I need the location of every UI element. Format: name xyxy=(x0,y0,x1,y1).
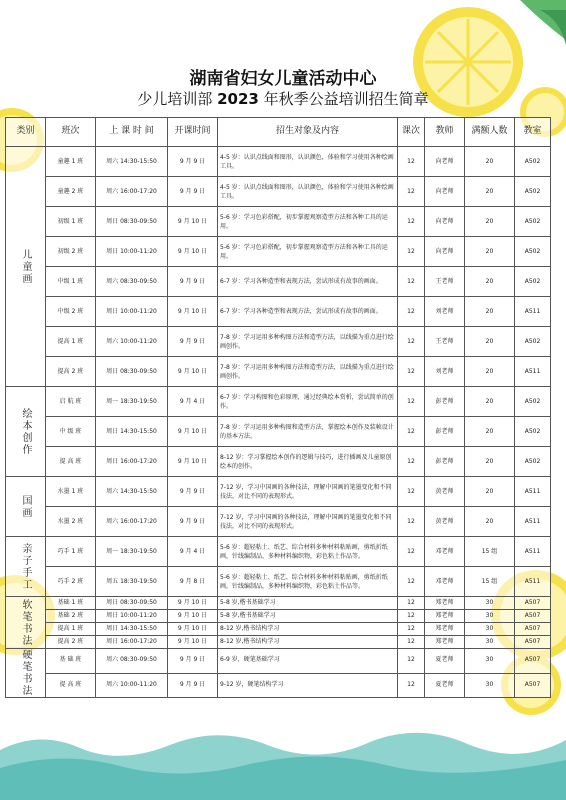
category-cell: 国画 xyxy=(6,477,46,537)
description-cell: 6-9 岁，硬笔基础学习 xyxy=(218,649,398,674)
table-row xyxy=(6,417,551,447)
room-cell: A511 xyxy=(515,297,551,327)
column-header: 开课时间 xyxy=(168,118,218,147)
teacher-cell: 邓老师 xyxy=(425,537,465,567)
teacher-cell: 向老师 xyxy=(425,207,465,237)
room-cell: A511 xyxy=(515,477,551,507)
time-cell: 周六 10:00-11:20 xyxy=(96,673,168,698)
column-header: 类别 xyxy=(6,118,46,147)
teacher-cell: 郑老师 xyxy=(425,623,465,636)
teacher-cell: 彭老师 xyxy=(425,417,465,447)
room-cell: A502 xyxy=(515,207,551,237)
capacity-cell: 20 xyxy=(465,297,515,327)
class-cell: 水墨 1 班 xyxy=(46,477,96,507)
description-cell: 8-12 岁：学习掌握绘本创作的逻辑与技巧，进行插画及儿童原创绘本的创作。 xyxy=(218,447,398,477)
table-row xyxy=(6,147,551,177)
table-row xyxy=(6,537,551,567)
session-count-cell: 12 xyxy=(398,507,425,537)
description-cell: 7-12 岁，学习中国画的各种技法，理解中国画的笔墨变化和不同技法，对比不同的表现形式。 xyxy=(218,477,398,507)
capacity-cell: 20 xyxy=(465,447,515,477)
time-cell: 周日 14:30-15:50 xyxy=(96,623,168,636)
capacity-cell: 20 xyxy=(465,177,515,207)
capacity-cell: 30 xyxy=(465,597,515,610)
capacity-cell: 20 xyxy=(465,207,515,237)
time-cell: 周日 08:30-09:50 xyxy=(96,357,168,387)
schedule-table xyxy=(5,117,551,698)
capacity-cell: 30 xyxy=(465,636,515,649)
class-cell: 提高 2 班 xyxy=(46,636,96,649)
time-cell: 周六 14:30-15:50 xyxy=(96,147,168,177)
class-cell: 基 础 班 xyxy=(46,649,96,674)
class-cell: 中级 1 班 xyxy=(46,267,96,297)
class-cell: 童趣 2 班 xyxy=(46,177,96,207)
capacity-cell: 20 xyxy=(465,477,515,507)
category-cell: 绘本创作 xyxy=(6,387,46,477)
teacher-cell: 邓老师 xyxy=(425,567,465,597)
teacher-cell: 刘老师 xyxy=(425,357,465,387)
time-cell: 周五 18:30-19:50 xyxy=(96,567,168,597)
start-date-cell: 9 月 9 日 xyxy=(168,177,218,207)
teacher-cell: 王老师 xyxy=(425,327,465,357)
description-cell: 7-12 岁，学习中国画的各种技法，理解中国画的笔墨变化和不同技法，对比不同的表现形式。 xyxy=(218,507,398,537)
class-cell: 中级 2 班 xyxy=(46,297,96,327)
session-count-cell: 12 xyxy=(398,537,425,567)
session-count-cell: 12 xyxy=(398,237,425,267)
room-cell: A507 xyxy=(515,597,551,610)
capacity-cell: 20 xyxy=(465,327,515,357)
table-row xyxy=(6,327,551,357)
capacity-cell: 20 xyxy=(465,237,515,267)
page-title: 湖南省妇女儿童活动中心 xyxy=(189,69,377,89)
description-cell: 5-8 岁,楷书基础学习 xyxy=(218,597,398,610)
column-header: 教师 xyxy=(425,118,465,147)
table-row xyxy=(6,477,551,507)
class-cell: 提高 1 班 xyxy=(46,327,96,357)
column-header: 教室 xyxy=(515,118,551,147)
capacity-cell: 30 xyxy=(465,623,515,636)
description-cell: 4-5 岁：认识点线面和图形，认识颜色，体验和学习使用各种绘画工具。 xyxy=(218,147,398,177)
room-cell: A502 xyxy=(515,147,551,177)
time-cell: 周日 10:00-11:20 xyxy=(96,237,168,267)
class-cell: 基础 2 班 xyxy=(46,610,96,623)
room-cell: A511 xyxy=(515,357,551,387)
description-cell: 7-8 岁：学习运用多种构图方法和造型方法，以线描为重点进行绘画创作。 xyxy=(218,327,398,357)
session-count-cell: 12 xyxy=(398,610,425,623)
start-date-cell: 9 月 10 日 xyxy=(168,610,218,623)
teacher-cell: 彭老师 xyxy=(425,447,465,477)
start-date-cell: 9 月 10 日 xyxy=(168,237,218,267)
description-cell: 5-6 岁：超轻粘土、纸艺、综合材料多种材料粘贴画，剪纸折纸画，针线编制品，多种材料编织物，彩色粘土作品等。 xyxy=(218,537,398,567)
capacity-cell: 30 xyxy=(465,610,515,623)
teacher-cell: 王老师 xyxy=(425,267,465,297)
start-date-cell: 9 月 9 日 xyxy=(168,477,218,507)
time-cell: 周日 08:30-09:50 xyxy=(96,207,168,237)
session-count-cell: 12 xyxy=(398,597,425,610)
column-header: 班次 xyxy=(46,118,96,147)
table-row xyxy=(6,357,551,387)
class-cell: 童趣 1 班 xyxy=(46,147,96,177)
start-date-cell: 9 月 9 日 xyxy=(168,147,218,177)
table-row xyxy=(6,177,551,207)
room-cell: A507 xyxy=(515,636,551,649)
session-count-cell: 12 xyxy=(398,567,425,597)
session-count-cell: 12 xyxy=(398,387,425,417)
start-date-cell: 9 月 10 日 xyxy=(168,297,218,327)
table-header-row xyxy=(6,118,551,147)
teacher-cell: 刘老师 xyxy=(425,297,465,327)
table-row xyxy=(6,237,551,267)
column-header: 招生对象及内容 xyxy=(218,118,398,147)
capacity-cell: 30 xyxy=(465,649,515,674)
teacher-cell: 郑老师 xyxy=(425,597,465,610)
table-row xyxy=(6,610,551,623)
capacity-cell: 20 xyxy=(465,387,515,417)
capacity-cell: 20 xyxy=(465,267,515,297)
session-count-cell: 12 xyxy=(398,636,425,649)
teacher-cell: 向老师 xyxy=(425,237,465,267)
capacity-cell: 15 组 xyxy=(465,567,515,597)
room-cell: A502 xyxy=(515,237,551,267)
class-cell: 提 高 班 xyxy=(46,673,96,698)
session-count-cell: 12 xyxy=(398,207,425,237)
column-header: 满额人数 xyxy=(465,118,515,147)
time-cell: 周日 16:00-17:20 xyxy=(96,447,168,477)
room-cell: A502 xyxy=(515,177,551,207)
teacher-cell: 向老师 xyxy=(425,177,465,207)
session-count-cell: 12 xyxy=(398,649,425,674)
wave-decoration-bottom xyxy=(0,720,566,800)
session-count-cell: 12 xyxy=(398,357,425,387)
room-cell: A507 xyxy=(515,610,551,623)
session-count-cell: 12 xyxy=(398,297,425,327)
session-count-cell: 12 xyxy=(398,147,425,177)
description-cell: 5-6 岁：超轻粘土、纸艺、综合材料多种材料粘贴画，剪纸折纸画，针线编制品，多种材料编织物，彩色粘土作品等。 xyxy=(218,567,398,597)
start-date-cell: 9 月 10 日 xyxy=(168,447,218,477)
column-header: 课次 xyxy=(398,118,425,147)
room-cell: A502 xyxy=(515,387,551,417)
teacher-cell: 黄老师 xyxy=(425,507,465,537)
start-date-cell: 9 月 4 日 xyxy=(168,387,218,417)
room-cell: A502 xyxy=(515,447,551,477)
table-row xyxy=(6,567,551,597)
teacher-cell: 夏老师 xyxy=(425,673,465,698)
description-cell: 9-12 岁，硬笔结构学习 xyxy=(218,673,398,698)
session-count-cell: 12 xyxy=(398,623,425,636)
start-date-cell: 9 月 9 日 xyxy=(168,673,218,698)
class-cell: 基础 1 班 xyxy=(46,597,96,610)
time-cell: 周日 14:30-15:50 xyxy=(96,417,168,447)
start-date-cell: 9 月 10 日 xyxy=(168,623,218,636)
room-cell: A511 xyxy=(515,537,551,567)
start-date-cell: 9 月 4 日 xyxy=(168,537,218,567)
description-cell: 7-8 岁：学习运用多种构图方法和造型方法，以线描为重点进行绘画创作。 xyxy=(218,357,398,387)
time-cell: 周六 08:30-09:50 xyxy=(96,267,168,297)
time-cell: 周六 16:00-17:20 xyxy=(96,507,168,537)
table-row xyxy=(6,267,551,297)
start-date-cell: 9 月 9 日 xyxy=(168,649,218,674)
description-cell: 6-7 岁：学习各种造型和表现方法，尝试形成有故事的画面。 xyxy=(218,267,398,297)
class-cell: 提高 1 班 xyxy=(46,623,96,636)
time-cell: 周日 16:00-17:20 xyxy=(96,636,168,649)
table-row xyxy=(6,623,551,636)
teacher-cell: 向老师 xyxy=(425,147,465,177)
start-date-cell: 9 月 10 日 xyxy=(168,597,218,610)
session-count-cell: 12 xyxy=(398,417,425,447)
time-cell: 周六 16:00-17:20 xyxy=(96,177,168,207)
description-cell: 8-12 岁,楷书结构学习 xyxy=(218,636,398,649)
session-count-cell: 12 xyxy=(398,673,425,698)
start-date-cell: 9 月 10 日 xyxy=(168,207,218,237)
start-date-cell: 9 月 9 日 xyxy=(168,327,218,357)
table-row xyxy=(6,297,551,327)
start-date-cell: 9 月 10 日 xyxy=(168,357,218,387)
teacher-cell: 夏老师 xyxy=(425,649,465,674)
time-cell: 周日 10:00-11:20 xyxy=(96,610,168,623)
room-cell: A507 xyxy=(515,649,551,674)
room-cell: A507 xyxy=(515,673,551,698)
teacher-cell: 郑老师 xyxy=(425,636,465,649)
teacher-cell: 黄老师 xyxy=(425,477,465,507)
time-cell: 周六 14:30-15:50 xyxy=(96,477,168,507)
description-cell: 6-7 岁：学习构图和色彩原理，通过经典绘本赏析，尝试简单的创作。 xyxy=(218,387,398,417)
category-cell: 软笔书法 xyxy=(6,597,46,649)
description-cell: 5-6 岁：学习色彩搭配，初步掌握观察造型方法和各种工具的运用。 xyxy=(218,207,398,237)
start-date-cell: 9 月 10 日 xyxy=(168,636,218,649)
capacity-cell: 15 组 xyxy=(465,537,515,567)
time-cell: 周日 10:00-11:20 xyxy=(96,297,168,327)
start-date-cell: 9 月 10 日 xyxy=(168,417,218,447)
start-date-cell: 9 月 8 日 xyxy=(168,567,218,597)
room-cell: A511 xyxy=(515,567,551,597)
table-row xyxy=(6,649,551,674)
session-count-cell: 12 xyxy=(398,447,425,477)
category-cell: 儿童画 xyxy=(6,147,46,387)
capacity-cell: 20 xyxy=(465,147,515,177)
class-cell: 巧手 1 班 xyxy=(46,537,96,567)
class-cell: 巧手 2 班 xyxy=(46,567,96,597)
description-cell: 4-5 岁：认识点线面和图形，认识颜色，体验和学习使用各种绘画工具。 xyxy=(218,177,398,207)
category-cell: 亲子手工 xyxy=(6,537,46,597)
class-cell: 初级 2 班 xyxy=(46,237,96,267)
time-cell: 周日 08:30-09:50 xyxy=(96,597,168,610)
class-cell: 提 高 班 xyxy=(46,447,96,477)
room-cell: A502 xyxy=(515,417,551,447)
table-row xyxy=(6,673,551,698)
description-cell: 8-12 岁,楷书结构学习 xyxy=(218,623,398,636)
room-cell: A507 xyxy=(515,623,551,636)
class-cell: 初级 1 班 xyxy=(46,207,96,237)
description-cell: 5-6 岁：学习色彩搭配，初步掌握观察造型方法和各种工具的运用。 xyxy=(218,237,398,267)
room-cell: A502 xyxy=(515,267,551,297)
start-date-cell: 9 月 9 日 xyxy=(168,267,218,297)
class-cell: 启 航 班 xyxy=(46,387,96,417)
table-row xyxy=(6,636,551,649)
table-row xyxy=(6,597,551,610)
table-row xyxy=(6,447,551,477)
class-cell: 提高 2 班 xyxy=(46,357,96,387)
capacity-cell: 20 xyxy=(465,357,515,387)
session-count-cell: 12 xyxy=(398,177,425,207)
teacher-cell: 郑老师 xyxy=(425,610,465,623)
capacity-cell: 30 xyxy=(465,673,515,698)
time-cell: 周六 08:30-09:50 xyxy=(96,649,168,674)
table-row xyxy=(6,507,551,537)
capacity-cell: 20 xyxy=(465,417,515,447)
time-cell: 周一 18:30-19:50 xyxy=(96,537,168,567)
class-cell: 水墨 2 班 xyxy=(46,507,96,537)
table-row xyxy=(6,207,551,237)
time-cell: 周六 10:00-11:20 xyxy=(96,327,168,357)
room-cell: A511 xyxy=(515,507,551,537)
room-cell: A502 xyxy=(515,327,551,357)
class-cell: 中 级 班 xyxy=(46,417,96,447)
column-header: 上 课 时 间 xyxy=(96,118,168,147)
session-count-cell: 12 xyxy=(398,327,425,357)
session-count-cell: 12 xyxy=(398,267,425,297)
capacity-cell: 20 xyxy=(465,507,515,537)
start-date-cell: 9 月 9 日 xyxy=(168,507,218,537)
teacher-cell: 彭老师 xyxy=(425,387,465,417)
session-count-cell: 12 xyxy=(398,477,425,507)
description-cell: 7-8 岁：学习运用多种构图和造型方法，掌握绘本创作及装帧设计的基本方法。 xyxy=(218,417,398,447)
time-cell: 周一 18:30-19:50 xyxy=(96,387,168,417)
category-cell: 硬笔书法 xyxy=(6,649,46,698)
table-row xyxy=(6,387,551,417)
description-cell: 6-7 岁：学习各种造型和表现方法，尝试形成有故事的画面。 xyxy=(218,297,398,327)
page-subtitle: 少儿培训部 2023 年秋季公益培训招生简章 xyxy=(137,90,429,108)
description-cell: 5-8 岁,楷书基础学习 xyxy=(218,610,398,623)
